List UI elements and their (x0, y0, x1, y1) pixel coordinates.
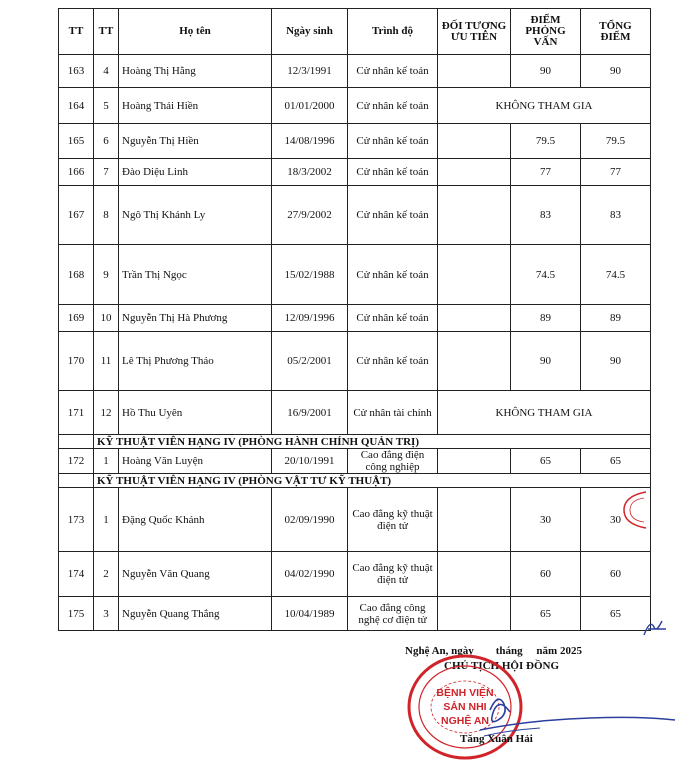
cell-date-of-birth: 12/09/1996 (272, 305, 348, 332)
seal-line-1: BỆNH VIỆN (436, 687, 494, 699)
cell-interview-score: 30 (511, 488, 581, 552)
cell-priority (438, 186, 511, 245)
cell-date-of-birth: 01/01/2000 (272, 88, 348, 124)
chair-title: CHỦ TỊCH HỘI ĐỒNG (444, 660, 560, 672)
section-title: KỸ THUẬT VIÊN HẠNG IV (PHÒNG VẬT TƯ KỸ THUẬT) (94, 474, 651, 488)
cell-tt-group: 11 (94, 332, 119, 391)
cell-qualification: Cao đẳng kỹ thuật điện tử (348, 488, 438, 552)
cell-tt-group: 9 (94, 245, 119, 305)
cell-full-name: Hồ Thu Uyên (119, 391, 272, 435)
cell-tt-group: 2 (94, 552, 119, 597)
cell-total-score: 30 (581, 488, 651, 552)
section-title: KỸ THUẬT VIÊN HẠNG IV (PHÒNG HÀNH CHÍNH QUẢN TRỊ) (94, 435, 651, 449)
header-tt-overall: TT (59, 9, 94, 55)
initial-mark (640, 615, 670, 640)
cell-date-of-birth: 27/9/2002 (272, 186, 348, 245)
cell-total-score: 83 (581, 186, 651, 245)
section-spacer (59, 474, 94, 488)
cell-tt-group: 6 (94, 124, 119, 159)
cell-date-of-birth: 04/02/1990 (272, 552, 348, 597)
cell-qualification: Cử nhân kế toán (348, 186, 438, 245)
header-date-of-birth: Ngày sinh (272, 9, 348, 55)
cell-interview-score: 65 (511, 597, 581, 631)
cell-tt-overall: 166 (59, 159, 94, 186)
header-tt-group: TT (94, 9, 119, 55)
cell-date-of-birth: 15/02/1988 (272, 245, 348, 305)
cell-tt-group: 7 (94, 159, 119, 186)
cell-tt-group: 10 (94, 305, 119, 332)
cell-qualification: Cử nhân tài chính (348, 391, 438, 435)
cell-total-score: 77 (581, 159, 651, 186)
table-row (59, 88, 651, 124)
cell-qualification: Cao đẳng điện công nghiệp (348, 449, 438, 474)
section-row (59, 435, 651, 449)
cell-full-name: Hoàng Thị Hằng (119, 55, 272, 88)
cell-date-of-birth: 10/04/1989 (272, 597, 348, 631)
cell-priority (438, 124, 511, 159)
cell-full-name: Ngô Thị Khánh Ly (119, 186, 272, 245)
cell-tt-group: 3 (94, 597, 119, 631)
cell-tt-overall: 174 (59, 552, 94, 597)
cell-priority (438, 488, 511, 552)
cell-total-score: 90 (581, 55, 651, 88)
cell-priority (438, 552, 511, 597)
cell-priority (438, 449, 511, 474)
cell-total-score: 65 (581, 597, 651, 631)
table-row (59, 186, 651, 245)
cell-tt-overall: 163 (59, 55, 94, 88)
place-date-line: Nghệ An, ngày tháng năm 2025 (405, 645, 582, 657)
cell-full-name: Nguyễn Thị Hiền (119, 124, 272, 159)
cell-tt-overall: 165 (59, 124, 94, 159)
cell-full-name: Đào Diệu Linh (119, 159, 272, 186)
cell-full-name: Hoàng Văn Luyện (119, 449, 272, 474)
cell-tt-overall: 172 (59, 449, 94, 474)
cell-priority (438, 305, 511, 332)
cell-interview-score: 90 (511, 55, 581, 88)
cell-date-of-birth: 16/9/2001 (272, 391, 348, 435)
signer-name: Tăng Xuân Hải (460, 733, 533, 745)
cell-date-of-birth: 14/08/1996 (272, 124, 348, 159)
cell-interview-score: 60 (511, 552, 581, 597)
cell-date-of-birth: 02/09/1990 (272, 488, 348, 552)
cell-interview-score: 65 (511, 449, 581, 474)
cell-absent-status: KHÔNG THAM GIA (438, 391, 651, 435)
table-row (59, 332, 651, 391)
section-spacer (59, 435, 94, 449)
cell-total-score: 90 (581, 332, 651, 391)
header-qualification: Trình độ (348, 9, 438, 55)
cell-absent-status: KHÔNG THAM GIA (438, 88, 651, 124)
cell-interview-score: 89 (511, 305, 581, 332)
cell-tt-group: 5 (94, 88, 119, 124)
cell-total-score: 65 (581, 449, 651, 474)
cell-interview-score: 79.5 (511, 124, 581, 159)
cell-interview-score: 90 (511, 332, 581, 391)
cell-tt-overall: 168 (59, 245, 94, 305)
cell-date-of-birth: 05/2/2001 (272, 332, 348, 391)
cell-total-score: 74.5 (581, 245, 651, 305)
cell-full-name: Lê Thị Phương Thảo (119, 332, 272, 391)
cell-qualification: Cử nhân kế toán (348, 245, 438, 305)
cell-priority (438, 245, 511, 305)
cell-tt-overall: 169 (59, 305, 94, 332)
cell-priority (438, 332, 511, 391)
table-row (59, 159, 651, 186)
seal-line-2: SẢN NHI (443, 701, 487, 713)
cell-full-name: Nguyễn Quang Thắng (119, 597, 272, 631)
cell-full-name: Hoàng Thái Hiền (119, 88, 272, 124)
cell-priority (438, 159, 511, 186)
cell-tt-group: 1 (94, 449, 119, 474)
table-row (59, 449, 651, 474)
table-row (59, 391, 651, 435)
cell-qualification: Cử nhân kế toán (348, 88, 438, 124)
cell-interview-score: 77 (511, 159, 581, 186)
cell-total-score: 89 (581, 305, 651, 332)
cell-qualification: Cử nhân kế toán (348, 305, 438, 332)
cell-qualification: Cử nhân kế toán (348, 159, 438, 186)
seal-line-3: NGHỆ AN (440, 715, 490, 727)
header-priority: ĐỐI TƯỢNG ƯU TIÊN (438, 9, 511, 55)
cell-tt-overall: 170 (59, 332, 94, 391)
table-row (59, 245, 651, 305)
cell-qualification: Cao đẳng công nghệ cơ điện tử (348, 597, 438, 631)
cell-qualification: Cử nhân kế toán (348, 332, 438, 391)
cell-qualification: Cử nhân kế toán (348, 124, 438, 159)
cell-tt-overall: 167 (59, 186, 94, 245)
cell-full-name: Đặng Quốc Khánh (119, 488, 272, 552)
table-row (59, 55, 651, 88)
cell-interview-score: 83 (511, 186, 581, 245)
table-row (59, 552, 651, 597)
table-header-row (59, 9, 651, 55)
table-row (59, 305, 651, 332)
header-interview-score: ĐIỂM PHỎNG VẤN (511, 9, 581, 55)
cell-tt-group: 8 (94, 186, 119, 245)
cell-tt-overall: 175 (59, 597, 94, 631)
cell-tt-overall: 171 (59, 391, 94, 435)
section-row (59, 474, 651, 488)
cell-tt-overall: 173 (59, 488, 94, 552)
cell-qualification: Cử nhân kế toán (348, 55, 438, 88)
header-full-name: Họ tên (119, 9, 272, 55)
table-row (59, 124, 651, 159)
cell-total-score: 79.5 (581, 124, 651, 159)
cell-date-of-birth: 20/10/1991 (272, 449, 348, 474)
cell-qualification: Cao đẳng kỹ thuật điện tử (348, 552, 438, 597)
table-row (59, 488, 651, 552)
cell-total-score: 60 (581, 552, 651, 597)
cell-tt-group: 1 (94, 488, 119, 552)
cell-date-of-birth: 12/3/1991 (272, 55, 348, 88)
header-total-score: TỔNG ĐIỂM (581, 9, 651, 55)
cell-full-name: Nguyễn Văn Quang (119, 552, 272, 597)
cell-priority (438, 597, 511, 631)
cell-date-of-birth: 18/3/2002 (272, 159, 348, 186)
cell-tt-group: 12 (94, 391, 119, 435)
cell-priority (438, 55, 511, 88)
results-table (58, 8, 651, 631)
cell-full-name: Nguyễn Thị Hà Phương (119, 305, 272, 332)
table-body (59, 55, 651, 631)
cell-tt-overall: 164 (59, 88, 94, 124)
cell-tt-group: 4 (94, 55, 119, 88)
table-row (59, 597, 651, 631)
partial-seal-mark (618, 490, 648, 530)
cell-interview-score: 74.5 (511, 245, 581, 305)
cell-full-name: Trần Thị Ngọc (119, 245, 272, 305)
